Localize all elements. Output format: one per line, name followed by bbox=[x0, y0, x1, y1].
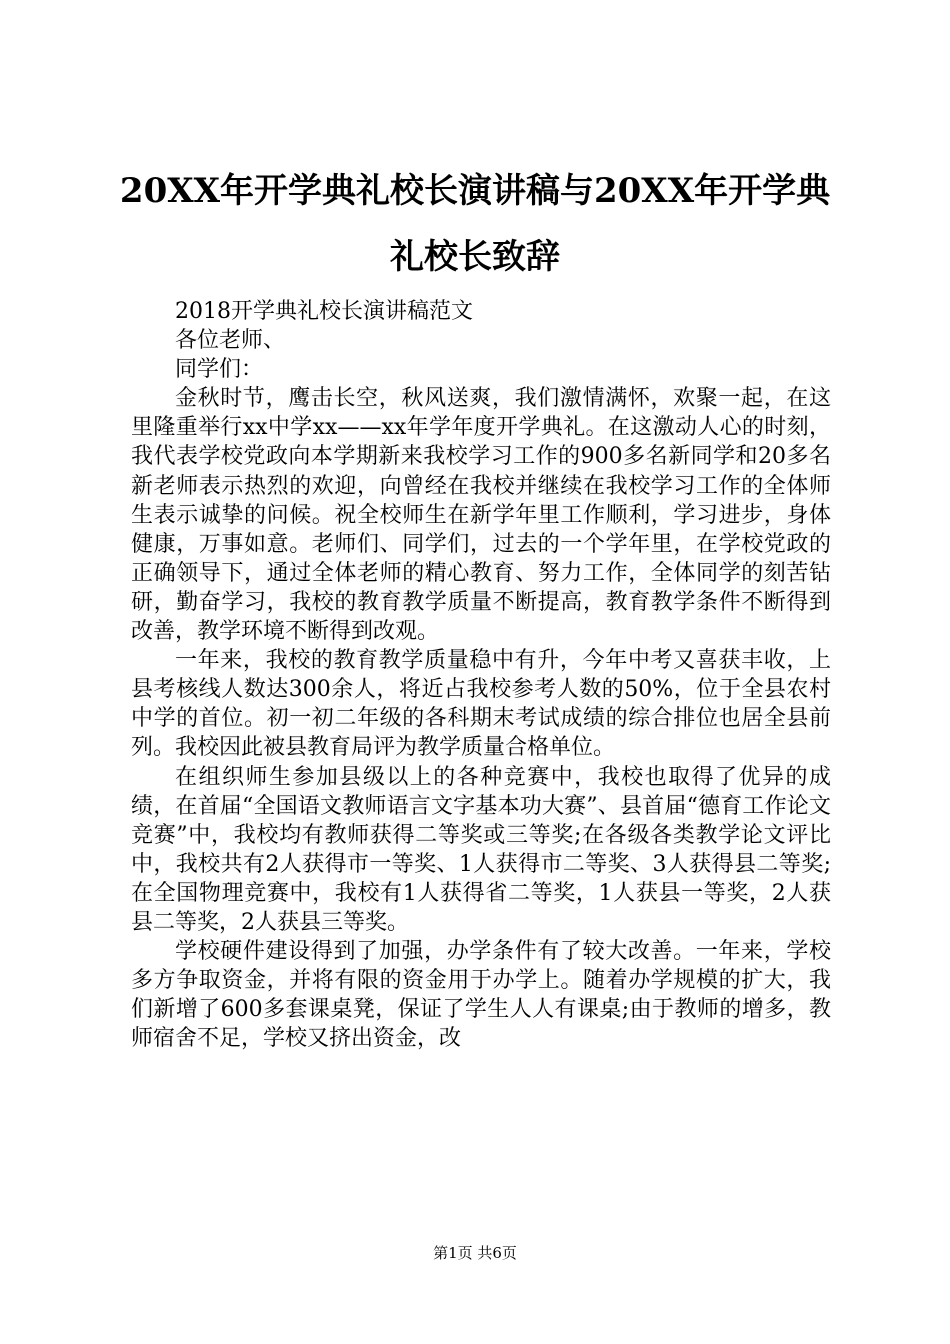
paragraph-facilities: 学校硬件建设得到了加强，办学条件有了较大改善。一年来，学校多方争取资金，并将有限的资金用于办学上。随着办学规模的扩大，我们新增了600多套课桌凳，保证了学生人人有课桌;由于教师的增多，教师宿舍不足，学校又挤出资金，改 bbox=[131, 939, 831, 1052]
salutation-teachers: 各位老师、 bbox=[175, 328, 286, 354]
subtitle-line: 2018开学典礼校长演讲稿范文 bbox=[175, 299, 473, 324]
page-footer: 第1页 共6页 bbox=[433, 1244, 517, 1262]
paragraph-results: 一年来，我校的教育教学质量稳中有升，今年中考又喜获丰收，上县考核线人数达300余人，将近占我校参考人数的50%，位于全县农村中学的首位。初一初二年级的各科期末考试成绩的综合排位也居全县前列。我校因此被县教育局评为教学质量合格单位。 bbox=[131, 648, 831, 761]
salutation-students: 同学们： bbox=[175, 357, 264, 383]
paragraph-opening: 金秋时节，鹰击长空，秋风送爽，我们激情满怀，欢聚一起，在这里隆重举行xx中学xx——xx年学年度开学典礼。在这激动人心的时刻，我代表学校党政向本学期新来我校学习工作的900多名新同学和20多名新老师表示热烈的欢迎，向曾经在我校并继续在我校学习工作的全体师生表示诚挚的问候。祝全校师生在新学年里工作顺利，学习进步，身体健康，万事如意。老师们、同学们，过去的一个学年里，在学校党政的正确领导下，通过全体老师的精心教育、努力工作，全体同学的刻苦钻研，勤奋学习，我校的教育教学质量不断提高，教育教学条件不断得到改善，教学环境不断得到改观。 bbox=[131, 386, 831, 645]
document-body bbox=[131, 297, 831, 1053]
document-title: 20XX年开学典礼校长演讲稿与20XX年开学典礼校长致辞 bbox=[119, 171, 831, 277]
paragraph-competitions: 在组织师生参加县级以上的各种竞赛中，我校也取得了优异的成绩，在首届“全国语文教师语言文字基本功大赛”、县首届“德育工作论文竞赛”中，我校均有教师获得二等奖或三等奖;在各级各类教学论文评比中，我校共有2人获得市一等奖、1人获得市二等奖、3人获得县二等奖;在全国物理竞赛中，我校有1人获得省二等奖，1人获县一等奖，2人获县二等奖，2人获县三等奖。 bbox=[131, 764, 831, 935]
